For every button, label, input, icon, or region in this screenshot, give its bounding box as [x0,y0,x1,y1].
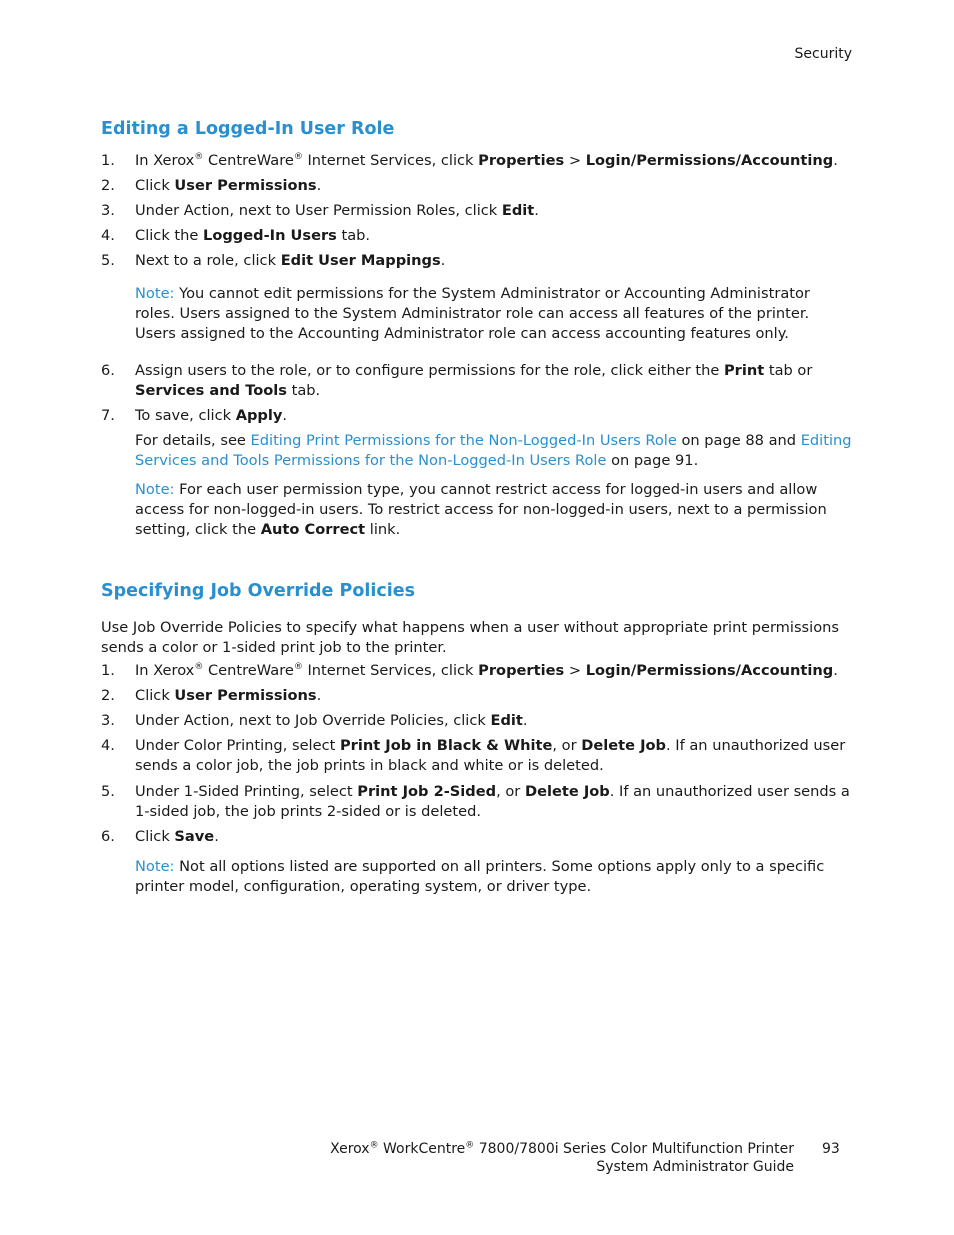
note-label: Note: [135,858,175,875]
footer-product: Xerox® WorkCentre® 7800/7800i Series Color Multifunction Printer System Administrator Guide [330,1140,794,1175]
running-header: Security [794,46,852,62]
list-item: 2. Click User Permissions. [101,177,322,194]
list-item: 6. Assign users to the role, or to configure permissions for the role, click either the Print tab or Services and Tools tab. [101,362,813,399]
page-number: 93 [822,1141,840,1157]
section-heading-editing-role: Editing a Logged-In User Role [101,119,395,139]
list-item: 2. Click User Permissions. [101,687,322,704]
note-label: Note: [135,481,175,498]
link-print-permissions[interactable]: Editing Print Permissions for the Non-Logged-In Users Role [250,432,677,449]
list-item: 3. Under Action, next to Job Override Policies, click Edit. [101,712,528,729]
note-block: Note: Not all options listed are supported on all printers. Some options apply only to a specific printer model, configuration, operating system, or driver type. [135,858,825,895]
note-block: Note: You cannot edit permissions for the System Administrator or Accounting Administrator roles. Users assigned to the System Administrator role can access all features of the printer. Users assigned to the Accounting Administrator role can access accounting features only. [135,285,810,342]
note-label: Note: [135,285,175,302]
list-item: 3. Under Action, next to User Permission Roles, click Edit. [101,202,539,219]
details-paragraph: For details, see Editing Print Permissions for the Non-Logged-In Users Role on page 88 and Editing Services and Tools Permissions for the Non-Logged-In Users Role on page 91. [135,432,852,469]
list-item: 5. Next to a role, click Edit User Mappings. [101,252,446,269]
list-item: 6. Click Save. [101,828,219,845]
list-item: 1. In Xerox® CentreWare® Internet Services, click Properties > Login/Permissions/Accounting. [101,152,838,169]
list-item: 4. Under Color Printing, select Print Job in Black & White, or Delete Job. If an unauthorized user sends a color job, the job prints in black and white or is deleted. [101,737,846,774]
note-block: Note: For each user permission type, you cannot restrict access for logged-in users and allow access for non-logged-in users. To restrict access for non-logged-in users, next to a permission setting, click the Auto Correct link. [135,481,827,538]
section-heading-job-override: Specifying Job Override Policies [101,581,416,601]
list-item: 7. To save, click Apply. [101,407,288,424]
intro-paragraph: Use Job Override Policies to specify what happens when a user without appropriate print permissions sends a color or 1-sided print job to the printer. [101,619,839,656]
list-item: 4. Click the Logged-In Users tab. [101,227,371,244]
list-item: 5. Under 1-Sided Printing, select Print Job 2-Sided, or Delete Job. If an unauthorized user sends a 1-sided job, the job prints 2-sided or is deleted. [101,783,850,820]
list-item: 1. In Xerox® CentreWare® Internet Services, click Properties > Login/Permissions/Accounting. [101,662,838,679]
link-services-tools-permissions[interactable]: Editing Services and Tools Permissions for the Non-Logged-In Users Role [135,432,852,469]
